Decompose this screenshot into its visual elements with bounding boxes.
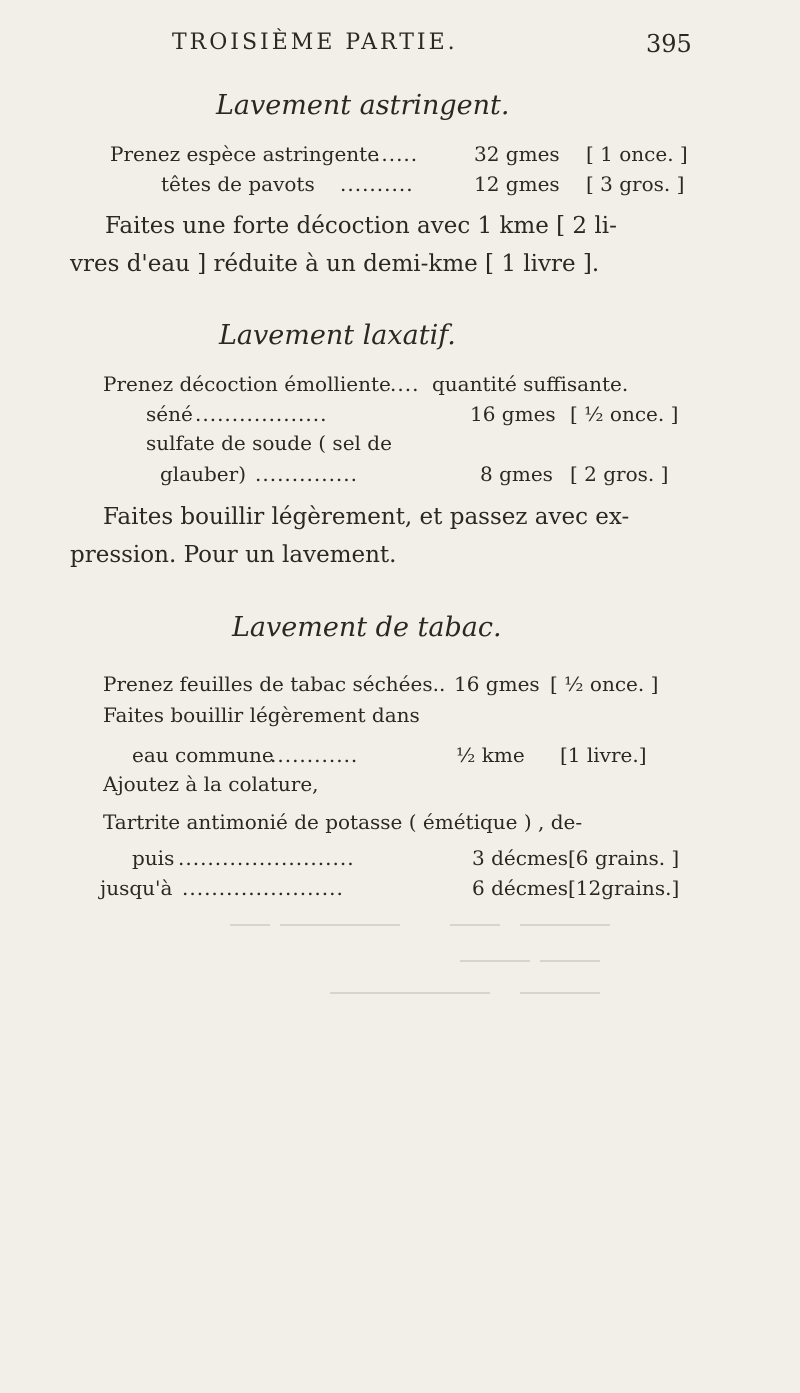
bleed-through-marks — [220, 900, 680, 1040]
ingredient-old-measure: [6 grains. ] — [568, 846, 680, 870]
ingredient-old-measure: [ ½ once. ] — [570, 402, 679, 426]
leader-dots: .............. — [255, 462, 359, 486]
ingredient-metric: 12 gmes — [474, 172, 560, 196]
ingredient-name: séné — [146, 402, 193, 426]
instruction-line: Faites une forte décoction avec 1 kme [ 2 li- — [105, 213, 617, 239]
ingredient-name: Ajoutez à la colature, — [103, 772, 319, 796]
ingredient-metric: 3 décmes — [472, 846, 568, 870]
ingredient-name: Prenez espèce astringente — [110, 142, 380, 166]
ingredient-metric: 16 gmes — [454, 672, 540, 696]
instruction-line: vres d'eau ] réduite à un demi-kme [ 1 livre ]. — [70, 251, 600, 277]
ingredient-name: Tartrite antimonié de potasse ( émétique ) , de- — [103, 810, 583, 834]
leader-dots: .......... — [340, 172, 414, 196]
page-number: 395 — [646, 30, 692, 58]
instruction-line: Faites bouillir légèrement, et passez avec ex- — [103, 504, 630, 530]
running-head: TROISIÈME PARTIE. — [172, 30, 458, 55]
ingredient-name: puis — [132, 846, 175, 870]
ingredient-name: Prenez feuilles de tabac séchées.. — [103, 672, 446, 696]
ingredient-metric: 32 gmes — [474, 142, 560, 166]
ingredient-metric: ½ kme — [456, 743, 525, 767]
leader-dots: .... — [390, 372, 420, 396]
ingredient-name: Faites bouillir légèrement dans — [103, 703, 420, 727]
ingredient-metric: 8 gmes — [480, 462, 553, 486]
section-title-tabac: Lavement de tabac. — [232, 612, 502, 643]
leader-dots: ...... — [374, 142, 419, 166]
ingredient-old-measure: [ 2 gros. ] — [570, 462, 669, 486]
ingredient-old-measure: [1 livre.] — [560, 743, 647, 767]
section-title-astringent: Lavement astringent. — [216, 90, 510, 121]
leader-dots: ............ — [270, 743, 359, 767]
ingredient-old-measure: [ ½ once. ] — [550, 672, 659, 696]
ingredient-name: jusqu'à — [100, 876, 173, 900]
ingredient-name: glauber) — [160, 462, 247, 486]
ingredient-metric: 16 gmes — [470, 402, 556, 426]
ingredient-name: têtes de pavots — [161, 172, 315, 196]
ingredient-old-measure: [ 1 once. ] — [586, 142, 688, 166]
ingredient-name: eau commune — [132, 743, 274, 767]
ingredient-name: sulfate de soude ( sel de — [146, 431, 392, 455]
ingredient-metric: 6 décmes — [472, 876, 568, 900]
section-title-laxatif: Lavement laxatif. — [219, 320, 456, 351]
instruction-line: pression. Pour un lavement. — [70, 542, 397, 568]
ingredient-old-measure: [12grains.] — [568, 876, 680, 900]
leader-dots: .................. — [195, 402, 328, 426]
ingredient-metric: quantité suffisante. — [432, 372, 629, 396]
ingredient-old-measure: [ 3 gros. ] — [586, 172, 685, 196]
leader-dots: ...................... — [182, 876, 344, 900]
leader-dots: ........................ — [178, 846, 355, 870]
ingredient-name: Prenez décoction émolliente — [103, 372, 391, 396]
